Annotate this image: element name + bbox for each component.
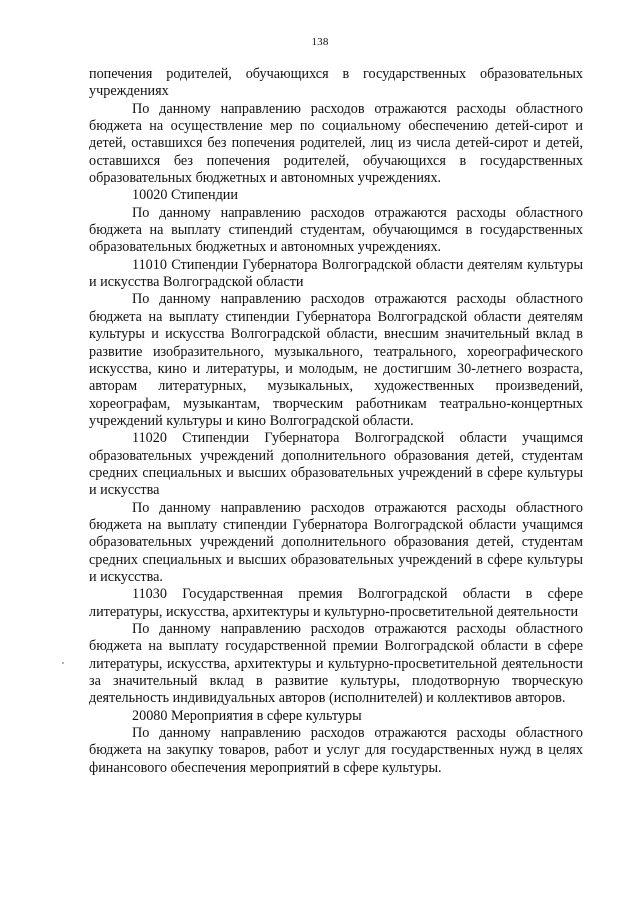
section-heading: 20080 Мероприятия в сфере культуры (132, 707, 362, 724)
section-heading: 11020 Стипендии Губернатора Волгоградской области учащимся образовательных учреждений дополнительного образования детей, студентам средних специальных и высших образовательных учреждений в сфере культуры и искусства (89, 430, 583, 499)
paragraph-body: По данному направлению расходов отражаются расходы областного бюджета на закупку товаров, работ и услуг для государственных нужд в целях финансового обеспечения мероприятий в сфере культуры. (89, 725, 583, 776)
page-number: 138 (311, 36, 329, 48)
section-heading: 11010 Стипендии Губернатора Волгоградской области деятелям культуры и искусства Волгоградской области (89, 256, 583, 291)
document-body (89, 66, 583, 777)
scan-speck (62, 662, 64, 664)
paragraph-body: По данному направлению расходов отражаются расходы областного бюджета на осуществление мер по социальному обеспечению детей-сирот и детей, оставшихся без попечения родителей, лиц из числа детей-сирот и детей, оставшихся без попечения родителей, обучающихся в государственных образовательных бюджетных и автономных учреждениях. (89, 100, 583, 187)
section-heading: 11030 Государственная премия Волгоградской области в сфере литературы, искусства, архитектуры и культурно-просветительной деятельности (89, 586, 583, 620)
paragraph-body: По данному направлению расходов отражаются расходы областного бюджета на выплату стипендии Губернатора Волгоградской области учащимся образовательных учреждений дополнительного образования детей, студентам средних специальных и высших образовательных учреждений в сфере культуры и искусства. (89, 499, 583, 585)
paragraph-body: По данному направлению расходов отражаются расходы областного бюджета на выплату стипендий студентам, обучающимся в государственных образовательных бюджетных и автономных учреждениях. (89, 204, 583, 256)
paragraph-body: По данному направлению расходов отражаются расходы областного бюджета на выплату государственной премии Волгоградской области в сфере литературы, искусства, архитектуры и культурно-просветительной деятельности за значительный вклад в развитие культуры, плодотворную творческую деятельность индивидуальных авторов (исполнителей) и коллективов авторов. (89, 621, 583, 707)
section-heading: 10020 Стипендии (132, 187, 238, 204)
paragraph-continuation: попечения родителей, обучающихся в государственных образовательных учреждениях (89, 66, 583, 100)
paragraph-body: По данному направлению расходов отражаются расходы областного бюджета на выплату стипендии Губернатора Волгоградской области деятелям культуры и искусства Волгоградской области, внесшим значительный вклад в развитие изобразительного, музыкального, театрального, хореографического искусства, кино и литературы, и молодым, не достигшим 30-летнего возраста, авторам литературных, музыкальных, художественных произведений, хореографам, музыкантам, творческим работникам театрально-концертных учреждений культуры и кино Волгоградской области. (89, 291, 583, 429)
